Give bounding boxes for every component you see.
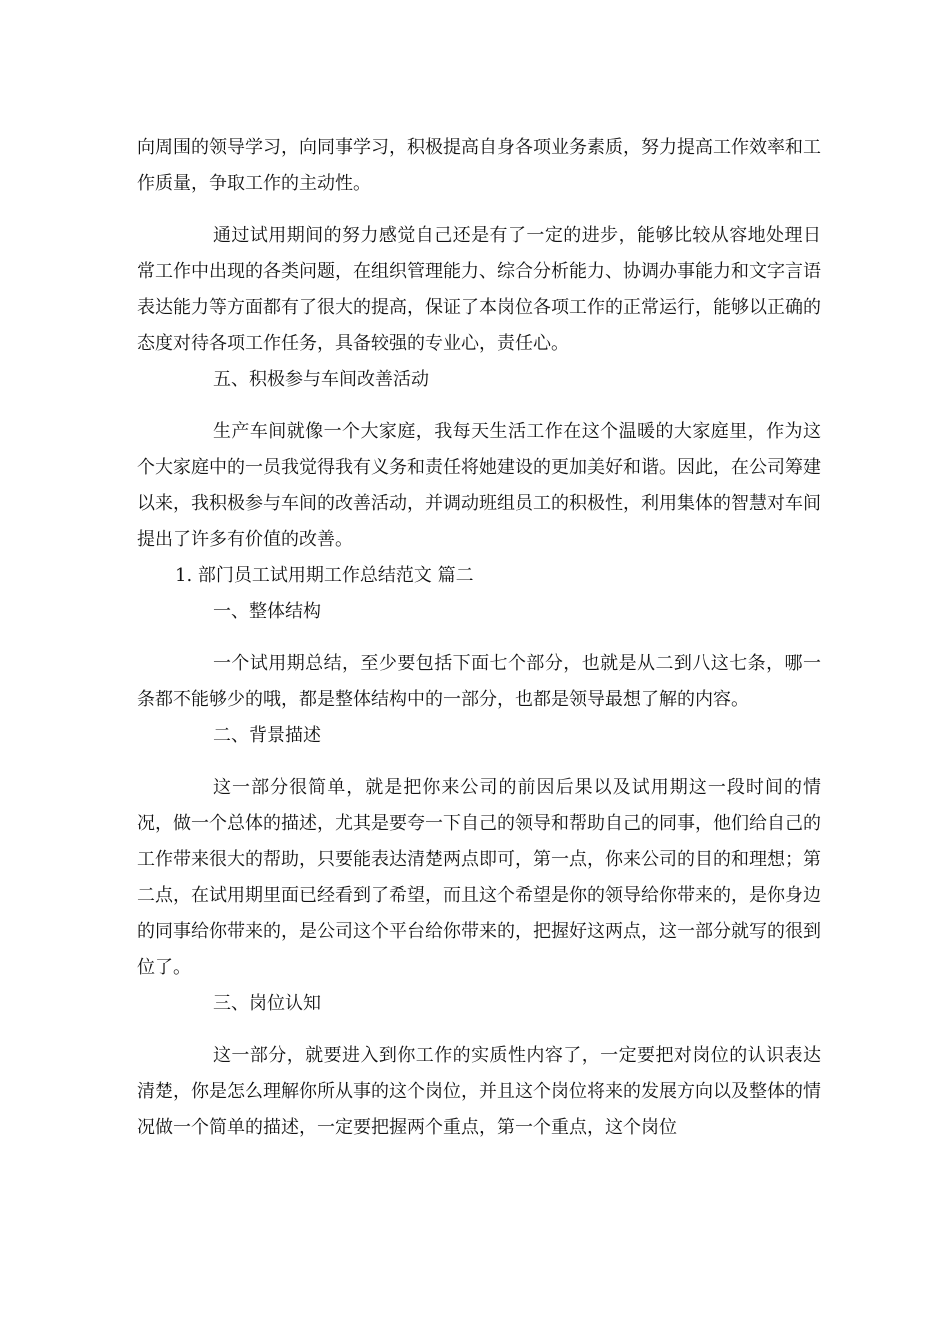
paragraph-structure: 一个试用期总结，至少要包括下面七个部分，也就是从二到八这七条，哪一条都不能够少的哦，都是整体结构中的一部分，也都是领导最想了解的内容。	[137, 653, 821, 710]
heading-three: 三、岗位认知	[213, 993, 321, 1014]
paragraph-position: 这一部分，就要进入到你工作的实质性内容了，一定要把对岗位的认识表达清楚，你是怎么理解你所从事的这个岗位，并且这个岗位将来的发展方向以及整体的情况做一个简单的描述，一定要把握两个重点，第一个重点，这个岗位	[137, 1045, 821, 1138]
paragraph-workshop: 生产车间就像一个大家庭，我每天生活工作在这个温暖的大家庭里，作为这个大家庭中的一员我觉得我有义务和责任将她建设的更加美好和谐。因此，在公司筹建以来，我积极参与车间的改善活动，并调动班组员工的积极性，利用集体的智慧对车间提出了许多有价值的改善。	[137, 421, 821, 550]
heading-one: 一、整体结构	[213, 601, 321, 622]
paragraph-probation-progress: 通过试用期间的努力感觉自己还是有了一定的进步，能够比较从容地处理日常工作中出现的各类问题，在组织管理能力、综合分析能力、协调办事能力和文字言语表达能力等方面都有了很大的提高，保证了本岗位各项工作的正常运行，能够以正确的态度对待各项工作任务，具备较强的专业心，责任心。	[137, 225, 821, 354]
section-title: 1. 部门员工试用期工作总结范文 篇二	[175, 565, 474, 586]
document-page	[137, 130, 821, 1146]
heading-five: 五、积极参与车间改善活动	[213, 369, 429, 390]
heading-two: 二、背景描述	[213, 725, 321, 746]
paragraph-background: 这一部分很简单，就是把你来公司的前因后果以及试用期这一段时间的情况，做一个总体的描述，尤其是要夸一下自己的领导和帮助自己的同事，他们给自己的工作带来很大的帮助，只要能表达清楚两点即可，第一点，你来公司的目的和理想；第二点，在试用期里面已经看到了希望，而且这个希望是你的领导给你带来的，是你身边的同事给你带来的，是公司这个平台给你带来的，把握好这两点，这一部分就写的很到位了。	[137, 777, 821, 978]
paragraph-continuation: 向周围的领导学习，向同事学习，积极提高自身各项业务素质，努力提高工作效率和工作质量，争取工作的主动性。	[137, 137, 821, 194]
